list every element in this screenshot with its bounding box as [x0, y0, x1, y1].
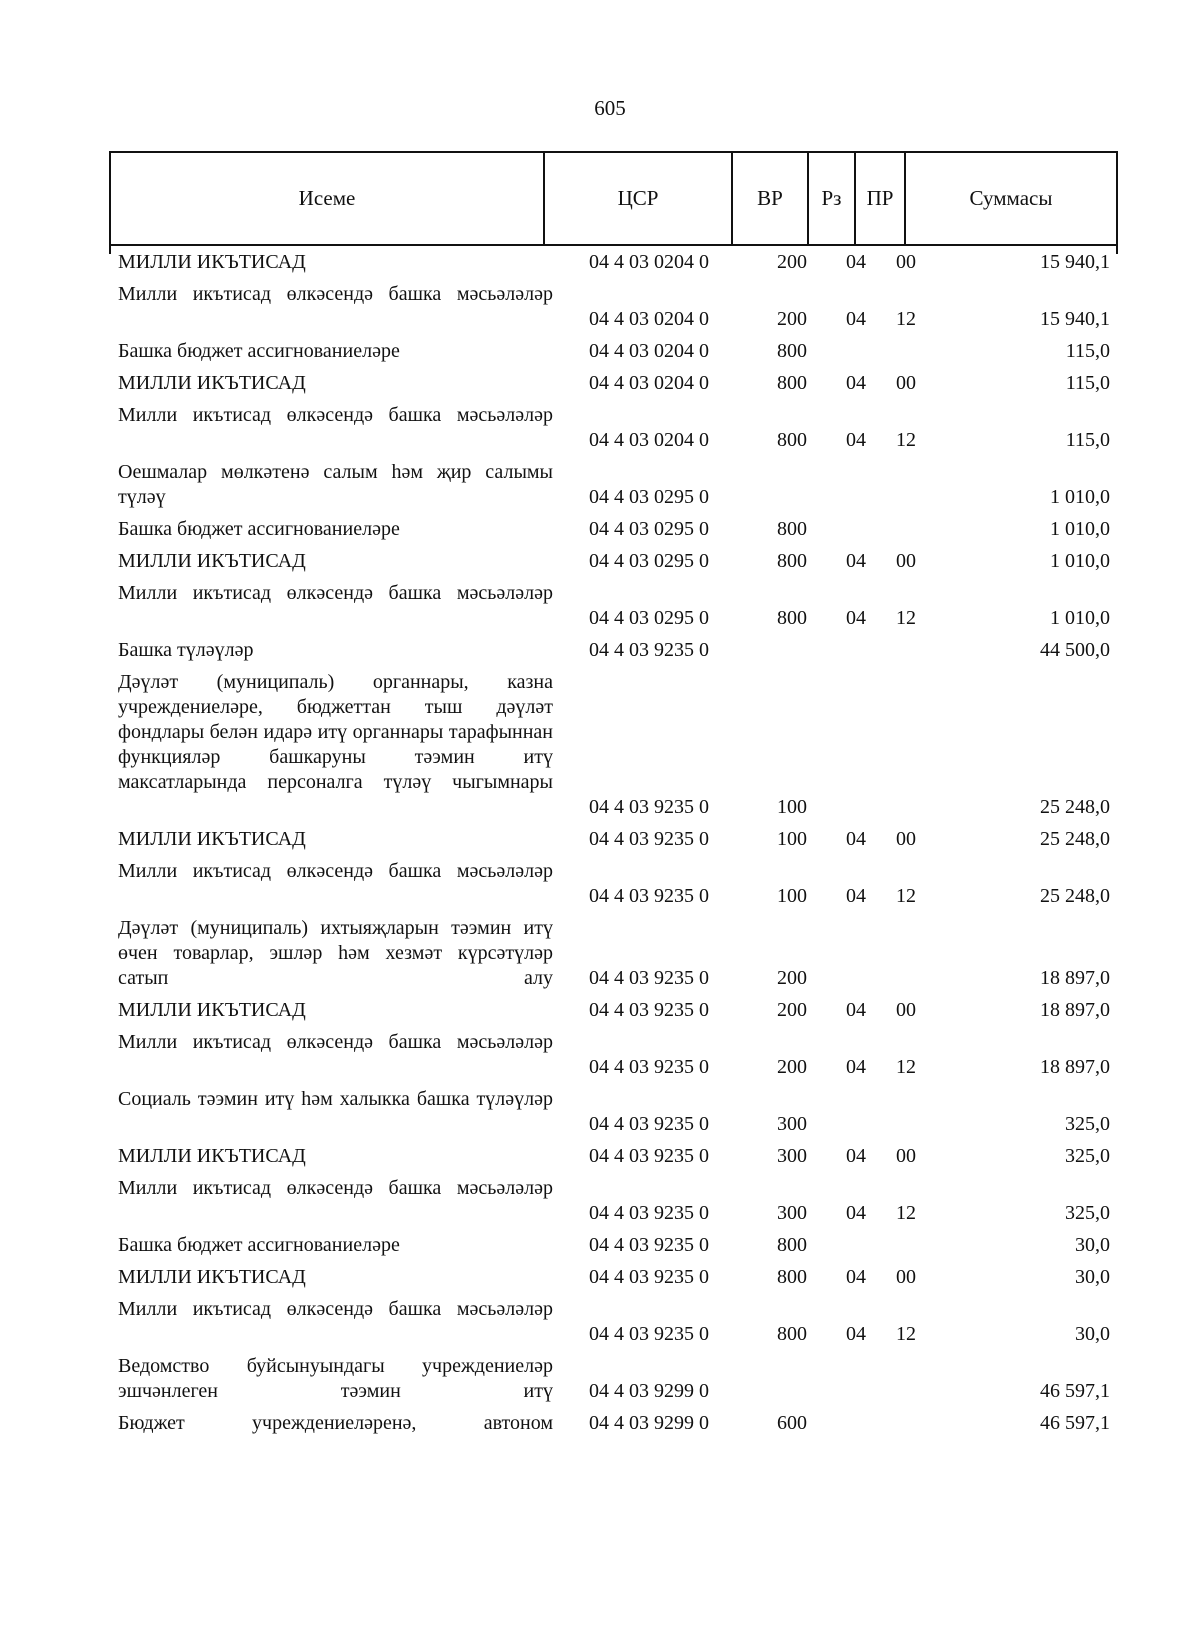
- row-name: Башка бюджет ассигнованиеләре: [118, 1234, 400, 1256]
- row-pr: 00: [896, 372, 916, 394]
- row-rz: 04: [846, 372, 866, 394]
- row-vr: 200: [777, 308, 807, 330]
- table-row: [0, 1233, 1200, 1258]
- header-sum: Суммасы: [969, 186, 1053, 210]
- row-sum: 25 248,0: [1040, 885, 1110, 907]
- row-csr: 04 4 03 0204 0: [589, 251, 709, 273]
- header-csr: ЦСР: [617, 186, 659, 210]
- row-name: Милли икътисад өлкәсендә башка мәсьәләләр: [118, 860, 553, 882]
- row-vr: 800: [777, 372, 807, 394]
- row-name: МИЛЛИ ИКЪТИСАД: [118, 999, 306, 1021]
- row-sum: 325,0: [1065, 1202, 1110, 1224]
- row-csr: 04 4 03 0204 0: [589, 429, 709, 451]
- row-csr: 04 4 03 9235 0: [589, 1056, 709, 1078]
- table-row: [0, 517, 1200, 542]
- row-pr: 00: [896, 1266, 916, 1288]
- row-name: Милли икътисад өлкәсендә башка мәсьәләләр: [118, 404, 553, 426]
- row-pr: 12: [896, 308, 916, 330]
- table-row: [0, 1354, 1200, 1404]
- row-rz: 04: [846, 1323, 866, 1345]
- row-sum: 25 248,0: [1040, 828, 1110, 850]
- table-row: [0, 1176, 1200, 1226]
- row-sum: 1 010,0: [1050, 607, 1110, 629]
- row-csr: 04 4 03 9235 0: [589, 967, 709, 989]
- row-sum: 115,0: [1065, 372, 1110, 394]
- row-pr: 00: [896, 828, 916, 850]
- row-sum: 115,0: [1065, 429, 1110, 451]
- row-sum: 18 897,0: [1040, 999, 1110, 1021]
- row-pr: 12: [896, 1323, 916, 1345]
- row-name: МИЛЛИ ИКЪТИСАД: [118, 828, 306, 850]
- row-rz: 04: [846, 1266, 866, 1288]
- row-csr: 04 4 03 9299 0: [589, 1380, 709, 1402]
- row-rz: 04: [846, 607, 866, 629]
- table-row: [0, 827, 1200, 852]
- row-vr: 600: [777, 1412, 807, 1434]
- table-row: [0, 859, 1200, 909]
- row-rz: 04: [846, 1145, 866, 1167]
- header-rz: Рз: [821, 186, 842, 210]
- row-name: МИЛЛИ ИКЪТИСАД: [118, 1145, 306, 1167]
- row-sum: 18 897,0: [1040, 967, 1110, 989]
- row-pr: 12: [896, 429, 916, 451]
- row-csr: 04 4 03 9235 0: [589, 1266, 709, 1288]
- row-vr: 200: [777, 967, 807, 989]
- row-sum: 46 597,1: [1040, 1412, 1110, 1434]
- row-name: Дәүләт (муниципаль) органнары, казна учреждениеләре, бюджеттан тыш дәүләт фондлары белән идарә итү органнары тарафыннан функцияләр башкаруны тәэмин итү максатларында персоналга түләү чыгымнары: [118, 671, 553, 793]
- row-csr: 04 4 03 0204 0: [589, 340, 709, 362]
- row-rz: 04: [846, 308, 866, 330]
- row-vr: 800: [777, 340, 807, 362]
- row-csr: 04 4 03 0295 0: [589, 550, 709, 572]
- row-rz: 04: [846, 550, 866, 572]
- row-rz: 04: [846, 1056, 866, 1078]
- row-vr: 200: [777, 999, 807, 1021]
- row-csr: 04 4 03 9235 0: [589, 1234, 709, 1256]
- row-vr: 100: [777, 885, 807, 907]
- row-sum: 325,0: [1065, 1145, 1110, 1167]
- row-vr: 200: [777, 1056, 807, 1078]
- row-csr: 04 4 03 0204 0: [589, 372, 709, 394]
- row-name: Милли икътисад өлкәсендә башка мәсьәләләр: [118, 1298, 553, 1320]
- row-name: Башка бюджет ассигнованиеләре: [118, 518, 400, 540]
- row-pr: 12: [896, 1056, 916, 1078]
- row-sum: 15 940,1: [1040, 308, 1110, 330]
- table-row: [0, 250, 1200, 275]
- row-sum: 46 597,1: [1040, 1380, 1110, 1402]
- row-name: Социаль тәэмин итү һәм халыкка башка түләүләр: [118, 1088, 553, 1110]
- row-sum: 1 010,0: [1050, 486, 1110, 508]
- table-row: [0, 670, 1200, 820]
- row-rz: 04: [846, 1202, 866, 1224]
- table-row: [0, 282, 1200, 332]
- row-sum: 1 010,0: [1050, 518, 1110, 540]
- row-vr: 100: [777, 828, 807, 850]
- row-vr: 300: [777, 1202, 807, 1224]
- header-vr: ВР: [757, 186, 783, 210]
- row-csr: 04 4 03 9235 0: [589, 828, 709, 850]
- row-sum: 115,0: [1065, 340, 1110, 362]
- table-row: [0, 403, 1200, 453]
- row-csr: 04 4 03 9299 0: [589, 1412, 709, 1434]
- table-row: [0, 1144, 1200, 1169]
- row-vr: 800: [777, 607, 807, 629]
- row-vr: 800: [777, 1323, 807, 1345]
- table-header: [109, 151, 1118, 246]
- row-csr: 04 4 03 9235 0: [589, 796, 709, 818]
- row-csr: 04 4 03 0295 0: [589, 518, 709, 540]
- row-csr: 04 4 03 0295 0: [589, 607, 709, 629]
- row-csr: 04 4 03 9235 0: [589, 639, 709, 661]
- row-vr: 800: [777, 429, 807, 451]
- row-rz: 04: [846, 828, 866, 850]
- row-pr: 00: [896, 550, 916, 572]
- row-csr: 04 4 03 9235 0: [589, 999, 709, 1021]
- row-name: Милли икътисад өлкәсендә башка мәсьәләләр: [118, 582, 553, 604]
- row-vr: 100: [777, 796, 807, 818]
- row-csr: 04 4 03 9235 0: [589, 1145, 709, 1167]
- table-row: [0, 998, 1200, 1023]
- row-vr: 800: [777, 518, 807, 540]
- row-csr: 04 4 03 9235 0: [589, 1323, 709, 1345]
- row-name: Оешмалар мөлкәтенә салым һәм җир салымы түләү: [118, 461, 553, 508]
- row-name: МИЛЛИ ИКЪТИСАД: [118, 550, 306, 572]
- table-row: [0, 1030, 1200, 1080]
- row-name: Бюджет учреждениеләренә, автоном: [118, 1412, 553, 1434]
- table-row: [0, 371, 1200, 396]
- row-name: Милли икътисад өлкәсендә башка мәсьәләләр: [118, 1031, 553, 1053]
- row-sum: 30,0: [1075, 1234, 1110, 1256]
- row-vr: 300: [777, 1113, 807, 1135]
- row-name: Милли икътисад өлкәсендә башка мәсьәләләр: [118, 1177, 553, 1199]
- row-name: Башка түләүләр: [118, 639, 254, 661]
- page-number: 605: [594, 96, 626, 120]
- row-vr: 200: [777, 251, 807, 273]
- row-rz: 04: [846, 999, 866, 1021]
- table-row: [0, 1087, 1200, 1137]
- table-row: [0, 638, 1200, 663]
- row-pr: 00: [896, 1145, 916, 1167]
- table-row: [0, 916, 1200, 991]
- row-name: Башка бюджет ассигнованиеләре: [118, 340, 400, 362]
- table-row: [0, 581, 1200, 631]
- row-vr: 300: [777, 1145, 807, 1167]
- row-csr: 04 4 03 0204 0: [589, 308, 709, 330]
- table-row: [0, 549, 1200, 574]
- table-row: [0, 460, 1200, 510]
- row-pr: 00: [896, 999, 916, 1021]
- row-csr: 04 4 03 9235 0: [589, 1202, 709, 1224]
- row-name: Дәүләт (муниципаль) ихтыяҗларын тәэмин итү өчен товарлар, эшләр һәм хезмәт күрсәтүләр сатып алу: [118, 917, 553, 989]
- row-name: МИЛЛИ ИКЪТИСАД: [118, 1266, 306, 1288]
- row-sum: 30,0: [1075, 1323, 1110, 1345]
- table-row: [0, 1297, 1200, 1347]
- table-row: [0, 1265, 1200, 1290]
- row-sum: 325,0: [1065, 1113, 1110, 1135]
- row-sum: 25 248,0: [1040, 796, 1110, 818]
- table-row: [0, 1411, 1200, 1436]
- row-sum: 18 897,0: [1040, 1056, 1110, 1078]
- row-sum: 15 940,1: [1040, 251, 1110, 273]
- row-pr: 00: [896, 251, 916, 273]
- row-rz: 04: [846, 429, 866, 451]
- row-rz: 04: [846, 251, 866, 273]
- row-rz: 04: [846, 885, 866, 907]
- row-pr: 12: [896, 1202, 916, 1224]
- row-sum: 1 010,0: [1050, 550, 1110, 572]
- row-name: Ведомство буйсынуындагы учреждениеләр эшчәнлеген тәэмин итү: [118, 1355, 553, 1402]
- row-pr: 12: [896, 885, 916, 907]
- row-csr: 04 4 03 9235 0: [589, 885, 709, 907]
- row-vr: 800: [777, 1234, 807, 1256]
- row-sum: 44 500,0: [1040, 639, 1110, 661]
- row-name: МИЛЛИ ИКЪТИСАД: [118, 372, 306, 394]
- row-vr: 800: [777, 550, 807, 572]
- row-csr: 04 4 03 0295 0: [589, 486, 709, 508]
- row-name: МИЛЛИ ИКЪТИСАД: [118, 251, 306, 273]
- row-name: Милли икътисад өлкәсендә башка мәсьәләләр: [118, 283, 553, 305]
- row-sum: 30,0: [1075, 1266, 1110, 1288]
- header-pr: ПР: [866, 186, 894, 210]
- table-row: [0, 339, 1200, 364]
- row-csr: 04 4 03 9235 0: [589, 1113, 709, 1135]
- table-body: [0, 250, 1200, 1443]
- header-name: Исеме: [298, 186, 356, 210]
- row-pr: 12: [896, 607, 916, 629]
- row-vr: 800: [777, 1266, 807, 1288]
